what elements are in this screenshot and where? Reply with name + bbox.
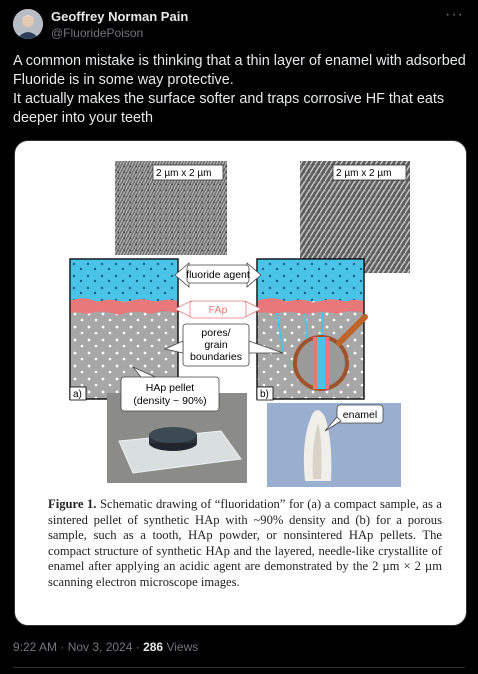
tweet-line-1: A common mistake is thinking that a thin layer of enamel with adsorbed Fluoride is in some way protective. bbox=[13, 53, 466, 88]
panel-label-a: a) bbox=[73, 389, 82, 400]
label-pellet-line-1: HAp pellet bbox=[145, 382, 195, 394]
tweet-timestamp[interactable]: 9:22 AM · Nov 3, 2024 · bbox=[13, 640, 144, 654]
label-fap: FAp bbox=[208, 304, 228, 316]
panel-label-b: b) bbox=[260, 389, 269, 400]
label-pores-line-3: boundaries bbox=[190, 351, 242, 363]
tweet-meta bbox=[13, 640, 198, 654]
tweet-line-2: It actually makes the surface softer and traps corrosive HF that eats deeper into your teeth bbox=[13, 91, 445, 126]
scale-label-a: 2 µm x 2 µm bbox=[156, 168, 212, 179]
label-pellet-line-2: (density ~ 90%) bbox=[133, 395, 207, 407]
figure-caption bbox=[48, 497, 442, 591]
label-pores-line-2: grain bbox=[204, 339, 228, 351]
author-display-name[interactable]: Geoffrey Norman Pain bbox=[51, 9, 189, 24]
figure-caption-text: Schematic drawing of “fluoridation” for (a) a compact sample, as a sintered pellet of synthetic HAp with ~90% density and (b) for a porous sample, such as a tooth, HAp powder, or nonsintered HAp pellets. The compact structure of synthetic HAp and the layered, needle-like crystallite of enamel after applying an acidic agent are demonstrated by the 2 µm × 2 µm scanning electron microscope images. bbox=[48, 497, 442, 589]
views-label: Views bbox=[163, 640, 199, 654]
label-enamel: enamel bbox=[342, 409, 378, 421]
label-fluoride-agent: fluoride agent bbox=[186, 269, 250, 281]
scale-label-b: 2 µm x 2 µm bbox=[336, 168, 392, 179]
more-options-icon[interactable]: ··· bbox=[445, 6, 464, 23]
tweet-text bbox=[13, 52, 468, 128]
divider bbox=[13, 667, 465, 668]
avatar[interactable] bbox=[13, 9, 43, 39]
views-count[interactable]: 286 bbox=[143, 640, 164, 654]
figure-caption-label: Figure 1. bbox=[48, 497, 97, 511]
label-pores-line-1: pores/ bbox=[201, 327, 231, 339]
author-handle[interactable]: @FluoridePoison bbox=[51, 26, 144, 40]
